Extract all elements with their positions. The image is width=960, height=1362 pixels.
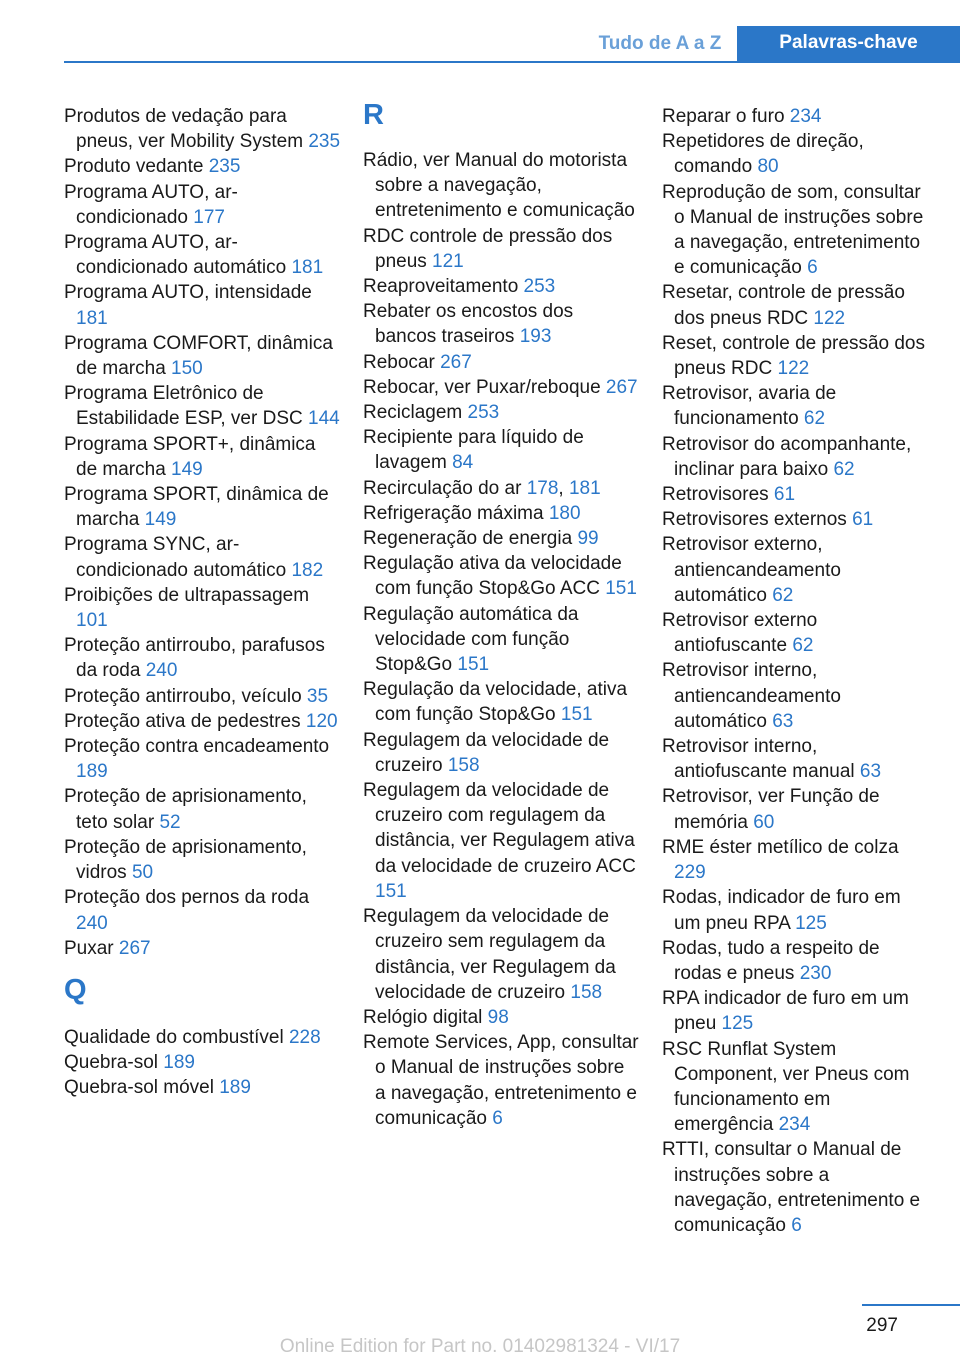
index-entry: [363, 778, 639, 904]
index-entry: [363, 501, 639, 526]
index-entry-text: Regulação ativa da velocidade com função Stop&Go ACC: [363, 553, 622, 600]
page-reference-link[interactable]: 101: [76, 610, 108, 632]
page-reference-link[interactable]: 177: [193, 206, 225, 228]
index-entry: [64, 633, 340, 683]
page-reference-link[interactable]: 235: [208, 156, 241, 178]
index-entry: [662, 986, 932, 1036]
index-entry-text: Rodas, indicador de furo em um pneu RPA: [662, 887, 901, 934]
page-reference-link[interactable]: 151: [457, 654, 490, 676]
index-entry: [64, 532, 340, 582]
tab-palavras-chave[interactable]: Palavras-chave: [737, 26, 960, 61]
index-entry-text: Recipiente para líquido de lavagem: [363, 427, 584, 474]
index-entry: [363, 551, 639, 601]
index-entry: [64, 331, 340, 381]
index-letter-q: Q: [64, 973, 87, 1006]
page-reference-link[interactable]: 98: [487, 1006, 509, 1028]
index-entry: [363, 602, 639, 678]
index-entry-text: Programa COMFORT, dinâmica de marcha: [64, 332, 333, 380]
index-column-1: [64, 104, 340, 1101]
index-entry: [64, 180, 340, 230]
index-entry-text: RDC controle de pressão dos pneus: [363, 225, 613, 272]
index-entry: [662, 507, 932, 532]
page-reference-link[interactable]: 61: [852, 509, 874, 531]
page-reference-link[interactable]: 6: [791, 1214, 802, 1236]
index-list-r: [363, 148, 639, 1131]
index-entry-text: Programa SYNC, ar-condicionado automático: [64, 534, 292, 581]
index-entry-text: Retrovisor externo antiofuscante: [662, 610, 818, 657]
page-reference-link[interactable]: 6: [492, 1107, 503, 1129]
page-reference-link[interactable]: 235: [308, 131, 341, 153]
index-entry-text: Programa SPORT, dinâmica de marcha: [64, 484, 329, 531]
page-reference-link[interactable]: 229: [674, 862, 706, 884]
index-entry: [363, 148, 639, 224]
index-entry: [662, 432, 932, 482]
index-entry: [64, 684, 340, 709]
page-reference-link[interactable]: 122: [813, 307, 846, 329]
index-entry: [662, 936, 932, 986]
page-reference-link[interactable]: 178: [526, 477, 559, 499]
index-entry-text: Proteção de aprisionamento, vidros: [64, 836, 307, 884]
page-reference-link[interactable]: 62: [772, 584, 794, 606]
index-entry: [363, 728, 639, 778]
page-reference-link[interactable]: 149: [144, 509, 177, 531]
index-entry-text: Quebra-sol móvel: [64, 1077, 220, 1099]
index-entry-text: Resetar, controle de pressão dos pneus RDC: [662, 282, 905, 329]
page-reference-link[interactable]: 151: [560, 704, 593, 726]
page-reference-link[interactable]: 253: [523, 276, 556, 298]
index-entry-text: Rodas, tudo a respeito de rodas e pneus: [662, 937, 880, 984]
index-entry: [64, 885, 340, 935]
index-entry-text: Reaproveitamento: [363, 276, 524, 298]
page-reference-link[interactable]: 35: [306, 685, 329, 707]
index-entry-text: Recirculação do ar: [363, 477, 527, 499]
index-entry-text: Reprodução de som, consultar o Manual de instruções sobre a navegação, entretenimento e comunicação: [662, 181, 924, 279]
page-reference-link[interactable]: 267: [605, 376, 638, 398]
index-entry-text: Retrovisores externos: [662, 509, 853, 531]
index-entry: [64, 381, 340, 431]
index-entry: [662, 129, 932, 179]
page-reference-link[interactable]: 149: [171, 458, 203, 480]
index-entry: [662, 734, 932, 784]
index-column-2: [363, 99, 639, 1131]
index-entry-text: Repetidores de direção, comando: [662, 131, 864, 178]
index-entry: [64, 784, 340, 834]
index-entry: [662, 532, 932, 608]
index-entry-text: Regulagem da velocidade de cruzeiro sem regulagem da distância, ver Regulagem da velocidade de cruzeiro: [363, 906, 616, 1003]
index-entry: [363, 1030, 639, 1131]
page-reference-link[interactable]: 151: [375, 880, 407, 902]
index-entry: [662, 482, 932, 507]
index-entry-text: Programa AUTO, ar-condicionado: [64, 181, 238, 228]
page-reference-link[interactable]: 125: [795, 912, 827, 934]
index-entry: [662, 658, 932, 734]
header-divider: [64, 61, 960, 63]
index-entry-text: Regulação automática da velocidade com função Stop&Go: [363, 603, 579, 676]
index-entry-text: Proibições de ultrapassagem: [64, 584, 310, 606]
index-entry-text: Puxar: [64, 937, 119, 959]
index-entry-text: Proteção de aprisionamento, teto solar: [64, 786, 307, 833]
index-entry: [64, 1075, 340, 1100]
page-header: [0, 26, 960, 62]
page-reference-link[interactable]: 158: [447, 754, 480, 776]
index-entry: [363, 1005, 639, 1030]
page-reference-link[interactable]: 144: [308, 408, 340, 430]
page-reference-link[interactable]: 151: [605, 578, 637, 600]
index-column-3: [662, 104, 932, 1238]
index-entry-text: Retrovisor interno, antiofuscante manual: [662, 736, 860, 783]
page-reference-link[interactable]: 62: [833, 458, 855, 480]
index-entry: [662, 381, 932, 431]
page-reference-link[interactable]: 228: [288, 1026, 321, 1048]
index-entry: [64, 835, 340, 885]
page-reference-link[interactable]: 125: [721, 1013, 754, 1035]
page-reference-link[interactable]: 121: [432, 250, 464, 272]
page-reference-link[interactable]: 234: [778, 1114, 811, 1136]
page-reference-link[interactable]: 240: [76, 912, 108, 934]
index-entry-text: Produto vedante: [64, 156, 209, 178]
index-entry-text: Relógio digital: [363, 1006, 488, 1028]
page-reference-link[interactable]: 122: [777, 358, 810, 380]
page-reference-link[interactable]: 50: [131, 862, 154, 884]
index-entry-text: Programa SPORT+, dinâmica de marcha: [64, 433, 316, 480]
page-reference-link[interactable]: 62: [792, 635, 814, 657]
index-entry: [64, 936, 340, 961]
page-reference-link[interactable]: 52: [159, 811, 181, 833]
index-entry-text: Reset, controle de pressão dos pneus RDC: [662, 332, 925, 380]
page-reference-link[interactable]: 120: [305, 710, 338, 732]
index-entry: [363, 350, 639, 375]
index-letter-r: R: [363, 99, 384, 131]
page-reference-link[interactable]: 63: [772, 710, 794, 732]
index-entry: [363, 224, 639, 274]
index-entry: [662, 280, 932, 330]
page-reference-link[interactable]: 267: [440, 351, 472, 373]
index-entry-text: Remote Services, App, consultar o Manual de instruções sobre a navegação, entretenimento e comunicação: [363, 1032, 639, 1129]
index-entry: [662, 1037, 932, 1138]
index-entry-text: Rádio, ver Manual do motorista sobre a navegação, entretenimento e comunicação: [363, 150, 635, 222]
index-entry-text: Retrovisor, ver Função de memória: [662, 786, 880, 833]
index-entry: [64, 583, 340, 633]
index-entry: [662, 331, 932, 381]
index-entry-text: Reparar o furo: [662, 106, 790, 127]
index-entry-text: Refrigeração máxima: [363, 502, 549, 524]
page-reference-link[interactable]: 189: [76, 761, 108, 783]
index-entry-text: RME éster metílico de colza: [662, 836, 899, 858]
index-entry: [662, 885, 932, 935]
index-entry-text: RPA indicador de furo em um pneu: [662, 988, 909, 1035]
index-entry: [662, 835, 932, 885]
page-reference-link[interactable]: 60: [753, 811, 775, 833]
page-number: 297: [866, 1315, 898, 1336]
page-reference-link[interactable]: 240: [145, 660, 178, 682]
index-entry-text: Rebocar: [363, 351, 441, 373]
index-entry-text: Rebater os encostos dos bancos traseiros: [363, 301, 574, 348]
page-reference-link[interactable]: 253: [467, 402, 500, 424]
index-entry-text: Retrovisor, avaria de funcionamento: [662, 383, 837, 430]
index-entry-text: Retrovisor interno, antiencandeamento automático: [662, 660, 841, 732]
page-reference-link[interactable]: 99: [577, 528, 599, 550]
index-entry-text: Regulação da velocidade, ativa com função Stop&Go: [363, 679, 628, 726]
page-reference-link[interactable]: 6: [807, 257, 818, 279]
page-reference-link[interactable]: 189: [163, 1052, 195, 1074]
index-entry: [662, 608, 932, 658]
index-entry-text: Proteção antirroubo, veículo: [64, 685, 307, 707]
index-entry: [64, 280, 340, 330]
index-entry-text: RSC Runflat System Component, ver Pneus com funcionamento em emergência: [662, 1038, 910, 1136]
tab-tudo-de-a-a-z[interactable]: Tudo de A a Z: [598, 33, 722, 54]
footer-divider: [862, 1304, 960, 1306]
index-entry: [64, 482, 340, 532]
index-entry-text: Retrovisores: [662, 484, 774, 506]
page-reference-link[interactable]: 193: [519, 326, 552, 348]
index-entry-text: RTTI, consultar o Manual de instruções sobre a navegação, entretenimento e comunicação: [662, 1139, 921, 1236]
index-entry-text: Programa Eletrônico de Estabilidade ESP, ver DSC: [64, 383, 308, 430]
index-entry: [363, 299, 639, 349]
index-entry-text: Programa AUTO, ar-condicionado automático: [64, 232, 292, 279]
index-entry-text: Regulagem da velocidade de cruzeiro com regulagem da distância, ver Regulagem ativa da velocidade de cruzeiro ACC: [363, 780, 636, 877]
index-entry: [64, 709, 340, 734]
index-entry: [363, 904, 639, 1005]
page-reference-link[interactable]: 180: [548, 502, 581, 524]
page-reference-link[interactable]: 80: [757, 156, 779, 178]
page-reference-link[interactable]: 181: [76, 307, 108, 329]
page-reference-link[interactable]: 267: [118, 937, 151, 959]
page-reference-link[interactable]: 181: [568, 477, 601, 499]
index-entry-text: Quebra-sol: [64, 1052, 164, 1074]
index-entry-text: Reciclagem: [363, 402, 468, 424]
index-entry-text: Regeneração de energia: [363, 528, 578, 550]
page-reference-link[interactable]: 84: [452, 452, 474, 474]
index-entry: [64, 104, 340, 154]
index-list-p: [64, 104, 340, 961]
page-reference-link[interactable]: 150: [171, 358, 203, 380]
index-entry-text: Proteção antirroubo, parafusos da roda: [64, 635, 325, 682]
index-entry-text: Regulagem da velocidade de cruzeiro: [363, 729, 610, 776]
index-entry: [363, 400, 639, 425]
index-entry-text: Rebocar, ver Puxar/reboque: [363, 376, 606, 398]
index-entry-text: Retrovisor do acompanhante, inclinar para baixo: [662, 433, 912, 480]
index-entry: [64, 1025, 340, 1050]
index-entry: [64, 230, 340, 280]
page-reference-link[interactable]: 230: [799, 962, 832, 984]
index-entry-text: Proteção contra encadeamento: [64, 736, 330, 758]
index-entry: [662, 784, 932, 834]
page-reference-link[interactable]: 63: [859, 761, 882, 783]
page-reference-link[interactable]: 62: [803, 408, 826, 430]
index-entry: [64, 734, 340, 784]
index-entry: [662, 1137, 932, 1238]
index-entry: [64, 154, 340, 179]
index-entry: [363, 425, 639, 475]
index-entry-text: Programa AUTO, intensidade: [64, 282, 312, 304]
index-entry-text: Produtos de vedação para pneus, ver Mobility System: [64, 106, 309, 153]
index-entry: Recirculação do ar 178, 181: [363, 477, 601, 499]
page-reference-link[interactable]: 158: [570, 981, 603, 1003]
page-reference-link[interactable]: 189: [219, 1077, 251, 1099]
edition-watermark: Online Edition for Part no. 01402981324 - VI/17: [279, 1336, 681, 1357]
page-reference-link[interactable]: 181: [291, 257, 324, 279]
index-entry: [363, 375, 639, 400]
page-reference-link[interactable]: 234: [789, 106, 822, 127]
index-list-r-continued: [662, 104, 932, 1238]
index-entry: [363, 526, 639, 551]
index-entry: [64, 1050, 340, 1075]
index-entry: [363, 274, 639, 299]
index-entry: [363, 677, 639, 727]
index-entry-text: Qualidade do combustível: [64, 1026, 289, 1048]
index-entry: [64, 432, 340, 482]
index-list-q: [64, 1025, 340, 1101]
index-entry-text: Proteção dos pernos da roda: [64, 887, 310, 909]
index-entry-text: Retrovisor externo, antiencandeamento automático: [662, 534, 841, 606]
page-reference-link[interactable]: 182: [291, 559, 324, 581]
index-entry: [662, 180, 932, 281]
index-entry-text: Proteção ativa de pedestres: [64, 710, 306, 732]
page-reference-link[interactable]: 61: [773, 484, 796, 506]
index-entry: [662, 104, 932, 129]
